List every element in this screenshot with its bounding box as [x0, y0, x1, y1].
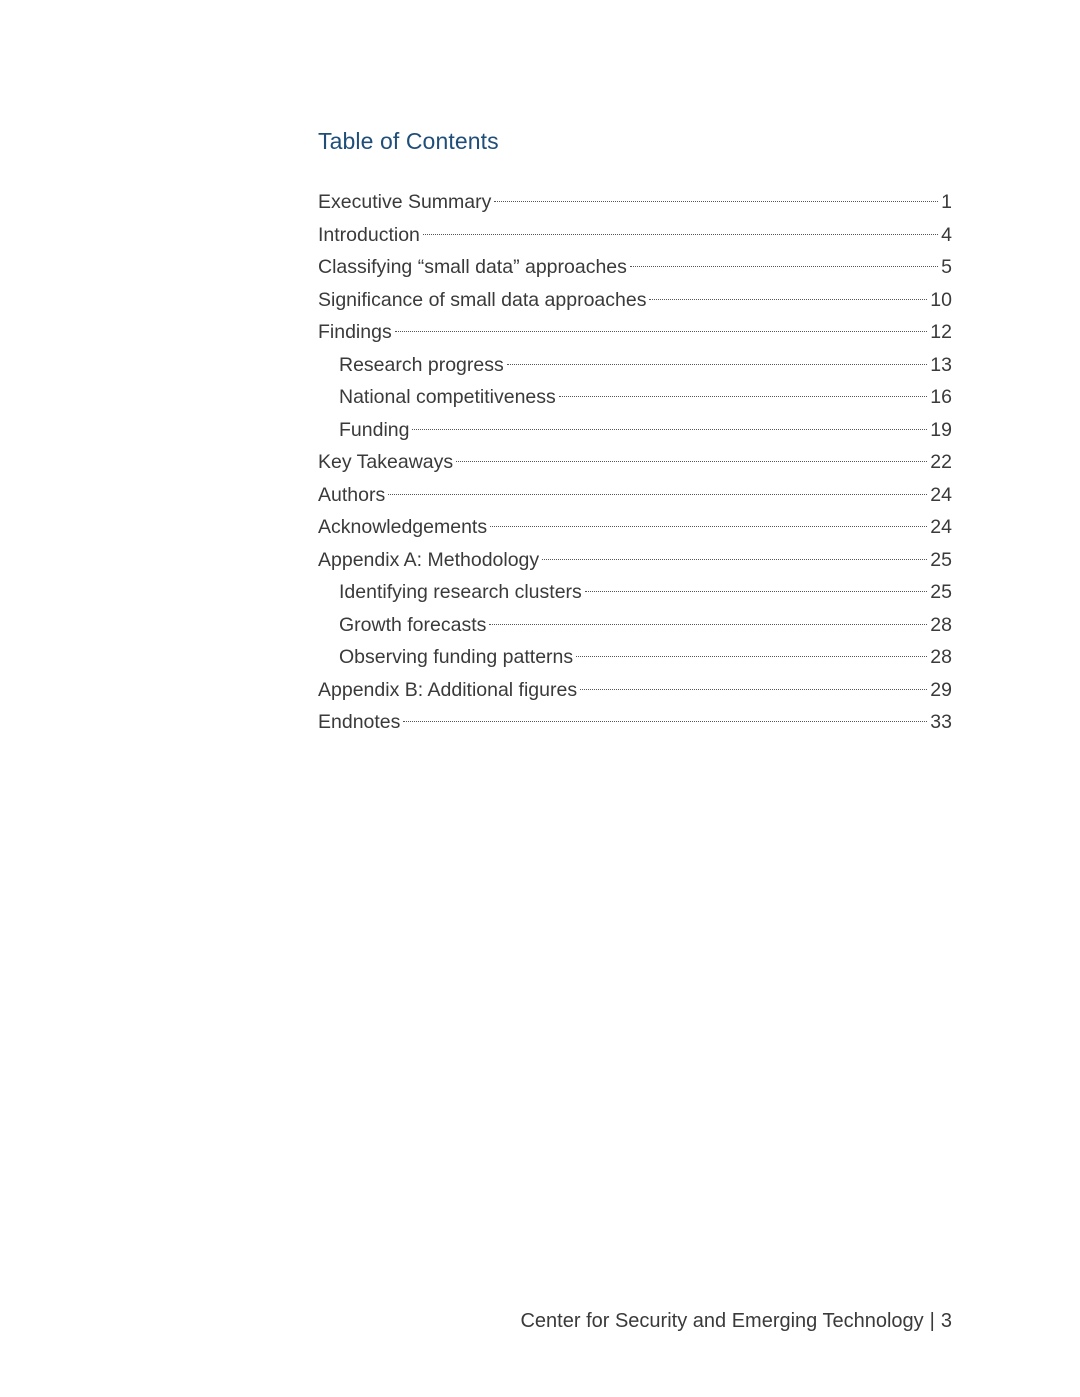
toc-entry-label: Introduction	[318, 223, 420, 246]
page-footer	[520, 1310, 952, 1333]
toc-entry-label: Endnotes	[318, 711, 401, 733]
toc-entry-page: 25	[930, 548, 952, 571]
toc-entry-key-takeaways[interactable]	[318, 446, 952, 479]
toc-leader-dots	[542, 559, 927, 560]
toc-entry-findings[interactable]	[318, 316, 952, 349]
toc-entry-label: Authors	[318, 483, 386, 506]
toc-entry-page: 24	[930, 516, 952, 538]
toc-leader-dots	[494, 201, 938, 202]
toc-entry-page: 24	[930, 483, 952, 506]
toc-entry-funding[interactable]	[318, 414, 952, 447]
toc-entry-page: 28	[930, 646, 952, 668]
toc-leader-dots	[576, 656, 927, 657]
toc-entry-page: 29	[930, 678, 952, 701]
toc-entry-appendix-a[interactable]	[318, 544, 952, 577]
footer-page-number: 3	[940, 1310, 952, 1332]
toc-leader-dots	[580, 689, 927, 690]
toc-entry-classifying-small-data[interactable]	[318, 251, 952, 284]
toc-leader-dots	[559, 396, 928, 397]
toc-title: Table of Contents	[318, 128, 499, 154]
toc-entry-page: 12	[930, 321, 952, 343]
toc-entry-label: Classifying “small data” approaches	[318, 256, 627, 278]
toc-leader-dots	[403, 721, 927, 722]
toc-leader-dots	[388, 494, 927, 495]
toc-entry-label: Significance of small data approaches	[318, 288, 647, 311]
toc-leader-dots	[490, 526, 927, 527]
toc-leader-dots	[585, 591, 928, 592]
toc-leader-dots	[630, 266, 938, 267]
toc-entry-label: Growth forecasts	[339, 613, 487, 636]
toc-entry-label: Key Takeaways	[318, 451, 454, 473]
toc-leader-dots	[395, 331, 928, 332]
toc-entry-acknowledgements[interactable]	[318, 511, 952, 544]
toc-entry-funding-patterns[interactable]	[318, 641, 952, 674]
toc-entry-label: Appendix B: Additional figures	[318, 678, 578, 701]
toc-entry-page: 25	[930, 581, 952, 603]
toc-entry-page: 10	[930, 288, 952, 311]
toc-leader-dots	[412, 429, 927, 430]
toc-leader-dots	[456, 461, 927, 462]
toc-entry-label: National competitiveness	[339, 386, 556, 408]
toc-entry-significance[interactable]	[318, 284, 952, 317]
toc-entry-endnotes[interactable]	[318, 706, 952, 739]
toc-entry-label: Acknowledgements	[318, 516, 488, 538]
footer-separator: |	[929, 1310, 935, 1332]
toc-entry-label: Research progress	[339, 353, 504, 376]
toc-entry-research-progress[interactable]	[318, 349, 952, 382]
toc-entry-label: Funding	[339, 418, 410, 441]
toc-entry-executive-summary[interactable]	[318, 186, 952, 219]
toc-entry-page: 13	[930, 353, 952, 376]
toc-leader-dots	[489, 624, 927, 625]
toc-entry-page: 19	[930, 418, 952, 441]
toc-entry-page: 1	[941, 191, 952, 213]
toc-entry-appendix-b[interactable]	[318, 674, 952, 707]
footer-organization: Center for Security and Emerging Technology	[520, 1310, 924, 1332]
toc-entry-national-competitiveness[interactable]	[318, 381, 952, 414]
toc-leader-dots	[649, 299, 927, 300]
toc-list	[318, 186, 952, 739]
toc-entry-page: 28	[930, 613, 952, 636]
toc-entry-page: 22	[930, 451, 952, 473]
toc-entry-introduction[interactable]	[318, 219, 952, 252]
toc-entry-label: Observing funding patterns	[339, 646, 574, 668]
toc-entry-label: Identifying research clusters	[339, 581, 582, 603]
toc-entry-label: Appendix A: Methodology	[318, 548, 540, 571]
toc-entry-page: 4	[941, 223, 952, 246]
toc-entry-identifying-clusters[interactable]	[318, 576, 952, 609]
toc-entry-page: 16	[930, 386, 952, 408]
toc-entry-growth-forecasts[interactable]	[318, 609, 952, 642]
toc-entry-page: 33	[930, 711, 952, 733]
toc-entry-label: Findings	[318, 321, 392, 343]
toc-leader-dots	[423, 234, 938, 235]
toc-leader-dots	[507, 364, 928, 365]
toc-entry-page: 5	[941, 256, 952, 278]
toc-entry-label: Executive Summary	[318, 191, 492, 213]
toc-entry-authors[interactable]	[318, 479, 952, 512]
